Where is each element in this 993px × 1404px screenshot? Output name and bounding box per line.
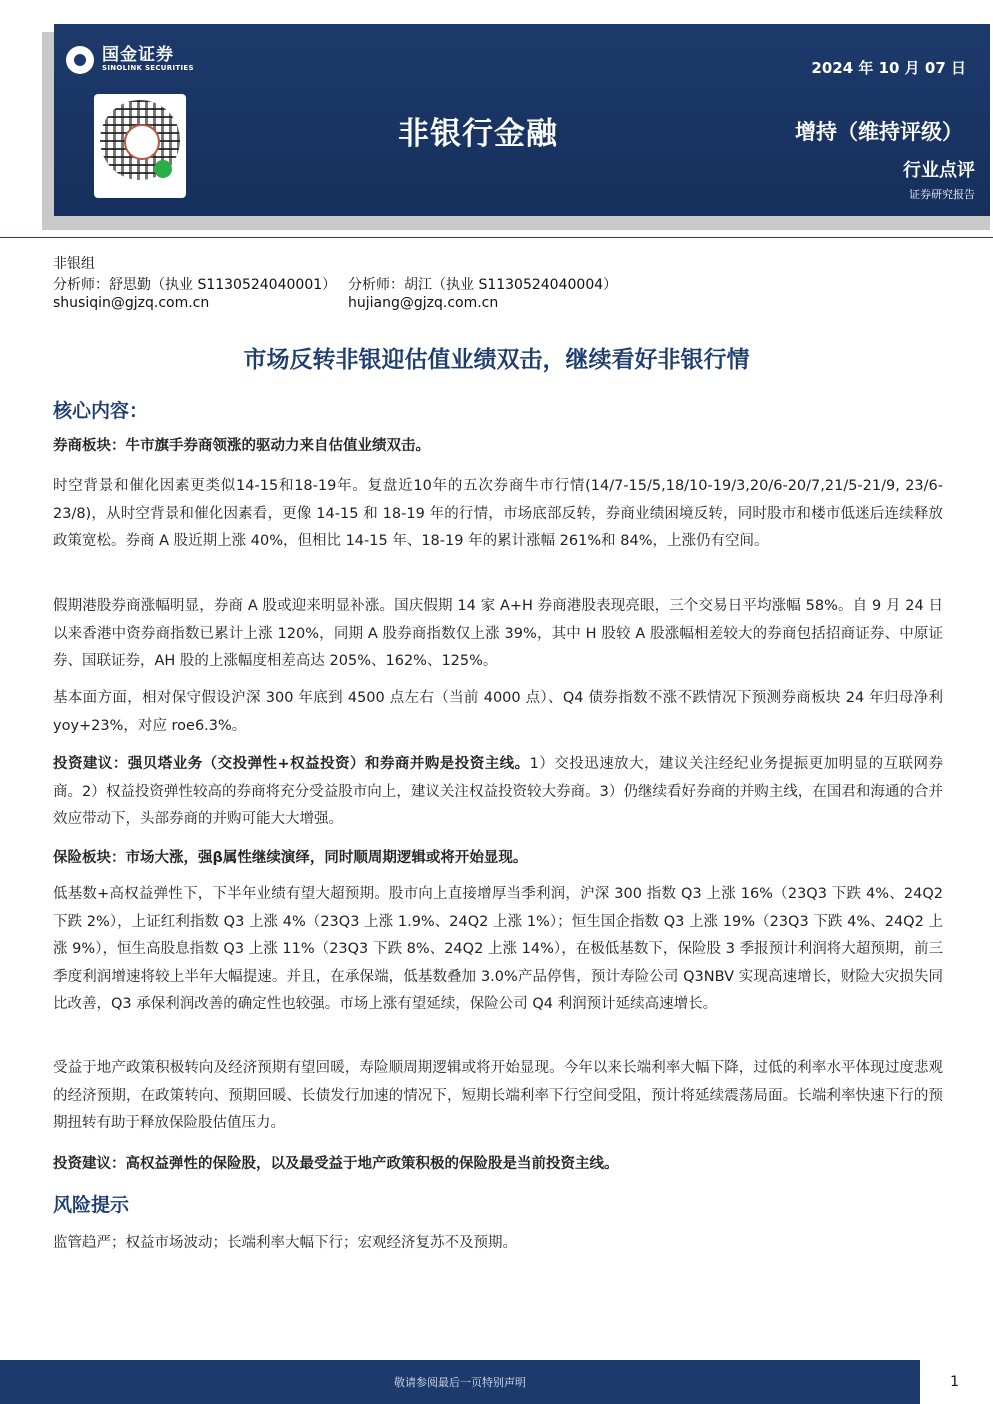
risk-text: 监管趋严；权益市场波动；长端利率大幅下行；宏观经济复苏不及预期。 bbox=[53, 1235, 517, 1251]
paragraph-broker-advice bbox=[53, 751, 943, 834]
report-tag: 证券研究报告 bbox=[909, 188, 975, 201]
paragraph-insurance-earnings: 低基数+高权益弹性下，下半年业绩有望大超预期。股市向上直接增厚当季利润，沪深 300 指数 Q3 上涨 16%（23Q3 下跌 4%、24Q2 下跌 2%），上证红利指数 Q3 上涨 4%（23Q3 上涨 1.9%、24Q2 上涨 1%）；恒生国企指数 Q3 上涨 19%（23Q3 下跌 4%、24Q2 上涨 9%），恒生高股息指数 Q3 上涨 11%（23Q3 下跌 8%、24Q2 上涨 14%），在极低基数下，保险股 3 季报预计利润将大超预期，前三季度利润增速将较上半年大幅提速。并且，在承保端，低基数叠加 3.0%产品停售，预计寿险公司 Q3NBV 实现高速增长，财险大灾损失同比改善，Q3 承保利润改善的确定性也较强。市场上涨有望延续，保险公司 Q4 利润预计延续高速增长。 bbox=[53, 886, 943, 1012]
header-divider bbox=[0, 237, 993, 238]
report-title: 市场反转非银迎估值业绩双击，继续看好非银行情 bbox=[243, 347, 750, 373]
broker-advice-bold: 投资建议：强贝塔业务（交投弹性+权益投资）和券商并购是投资主线。 bbox=[53, 756, 530, 772]
insurance-advice: 投资建议：高权益弹性的保险股，以及最受益于地产政策积极的保险股是当前投资主线。 bbox=[53, 1156, 619, 1172]
analyst-2-email[interactable]: hujiang@gjzq.com.cn bbox=[348, 295, 499, 311]
analyst-1: 分析师：舒思勤（执业 S1130524040001） bbox=[53, 277, 337, 293]
core-content-heading: 核心内容： bbox=[53, 400, 149, 422]
sector-title: 非银行金融 bbox=[398, 116, 558, 152]
page-number: 1 bbox=[950, 1374, 959, 1390]
broker-section-heading: 券商板块：牛市旗手券商领涨的驱动力来自估值业绩双击。 bbox=[53, 438, 430, 454]
qr-code-icon bbox=[94, 94, 186, 198]
risk-heading: 风险提示 bbox=[53, 1194, 130, 1216]
paragraph-broker-cycle: 时空背景和催化因素更类似14-15和18-19年。复盘近10年的五次券商牛市行情(14/7-15/5,18/10-19/3,20/6-20/7,21/5-21/9, 23/6-23/8)，从时空背景和催化因素看，更像 14-15 和 18-19 年的行情，市场底部反转，券商业绩困境反转，同时股市和楼市低迷后连续释放政策宽松。券商 A 股近期上涨 40%，但相比 14-15 年、18-19 年的累计涨幅 261%和 84%，上涨仍有空间。 bbox=[53, 478, 943, 549]
paragraph-insurance-cycle: 受益于地产政策积极转向及经济预期有望回暖，寿险顺周期逻辑或将开始显现。今年以来长端利率大幅下降，过低的利率水平体现过度悲观的经济预期，在政策转向、预期回暖、长债发行加速的情况下，短期长端利率下行空间受阻，预计将延续震荡局面。长端利率快速下行的预期扭转有助于释放保险股估值压力。 bbox=[53, 1060, 943, 1131]
logo-name-en: SINOLINK SECURITIES bbox=[102, 64, 194, 73]
logo-name-cn: 国金证券 bbox=[102, 45, 174, 66]
paragraph-fundamentals: 基本面方面，相对保守假设沪深 300 年底到 4500 点左右（当前 4000 点）、Q4 债券指数不涨不跌情况下预测券商板块 24 年归母净利 yoy+23%，对应 roe6.3%。 bbox=[53, 690, 943, 734]
analyst-group: 非银组 bbox=[53, 256, 95, 272]
footer-disclaimer-note: 敬请参阅最后一页特别声明 bbox=[394, 1376, 526, 1389]
rating-label: 增持（维持评级） bbox=[795, 120, 963, 144]
analyst-2: 分析师：胡江（执业 S1130524040004） bbox=[348, 277, 618, 293]
logo-mark-icon bbox=[66, 46, 94, 74]
analyst-1-email[interactable]: shusiqin@gjzq.com.cn bbox=[53, 295, 210, 311]
report-type: 行业点评 bbox=[903, 160, 975, 181]
broker-advice-text: 1）交投迅速放大，建议关注经纪业务提振更加明显的互联网券商。2）权益投资弹性较高的券商将充分受益股市向上，建议关注权益投资较大券商。3）仍继续看好券商的并购主线，在国君和海通的合并效应带动下，头部券商的并购可能大大增强。 bbox=[53, 756, 943, 827]
company-logo bbox=[66, 44, 194, 76]
paragraph-hk-brokers: 假期港股券商涨幅明显，券商 A 股或迎来明显补涨。国庆假期 14 家 A+H 券商港股表现亮眼，三个交易日平均涨幅 58%。自 9 月 24 日以来香港中资券商指数已累计上涨 120%，同期 A 股券商指数仅上涨 39%，其中 H 股较 A 股涨幅相差较大的券商包括招商证券、中原证券、国联证券，AH 股的上涨幅度相差高达 205%、162%、125%。 bbox=[53, 598, 943, 669]
insurance-section-heading: 保险板块：市场大涨，强β属性继续演绎，同时顺周期逻辑或将开始显现。 bbox=[53, 850, 528, 866]
report-date: 2024 年 10 月 07 日 bbox=[811, 59, 966, 77]
